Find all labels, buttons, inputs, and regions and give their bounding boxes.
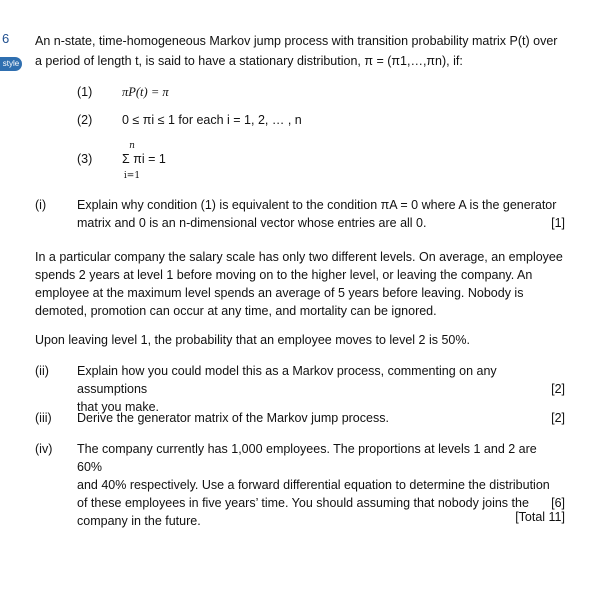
- part-iii: [35, 409, 565, 427]
- condition-text: 0 ≤ πi ≤ 1 for each i = 1, 2, … , n: [122, 113, 302, 127]
- intro-line-2: a period of length t, is said to have a stationary distribution, π = (π1,…,πn), if:: [35, 54, 463, 68]
- paragraph-line: demoted, promotion can occur at any time, and mortality can be ignored.: [35, 304, 437, 318]
- marks-badge: [1]: [551, 216, 565, 230]
- paragraph-line: In a particular company the salary scale has only two different levels. On average, an employee: [35, 250, 563, 264]
- condition-text: Σ πi = 1: [122, 152, 166, 166]
- part-ii: [35, 362, 565, 416]
- part-text-line: Explain how you could model this as a Markov process, commenting on any assumptions: [77, 364, 497, 396]
- total-marks: [Total 11]: [515, 510, 565, 524]
- marks-badge: [2]: [551, 411, 565, 425]
- question-number: 6: [2, 31, 10, 46]
- style-badge[interactable]: style: [0, 57, 22, 71]
- salary-paragraph: [35, 248, 565, 320]
- sum-lower-limit: i=1: [123, 171, 141, 181]
- part-label: (ii): [35, 364, 49, 378]
- part-label: (iii): [35, 411, 52, 425]
- paragraph-line: employee at the maximum level spends an average of 5 years before leaving. Nobody is: [35, 286, 524, 300]
- part-text-line: that you make.: [77, 400, 159, 414]
- sigma-icon: [121, 153, 143, 171]
- condition-number: (3): [77, 152, 93, 166]
- part-iv: [35, 440, 565, 530]
- part-text-line: matrix and 0 is an n-dimensional vector whose entries are all 0.: [77, 216, 427, 230]
- marks-badge: [6]: [551, 496, 565, 510]
- part-i: [35, 196, 565, 232]
- leaving-paragraph: Upon leaving level 1, the probability that an employee moves to level 2 is 50%.: [35, 333, 470, 347]
- part-text-line: Derive the generator matrix of the Markov jump process.: [77, 411, 389, 425]
- part-text-line: company in the future.: [77, 514, 201, 528]
- condition-text: πP(t) = π: [122, 85, 169, 99]
- part-label: (iv): [35, 442, 53, 456]
- paragraph-line: spends 2 years at level 1 before moving on to the higher level, or leaving the company. An: [35, 268, 533, 282]
- marks-badge: [2]: [551, 382, 565, 396]
- part-text-line: of these employees in five years’ time. You should assuming that nobody joins the: [77, 496, 529, 510]
- condition-number: (2): [77, 113, 93, 127]
- intro-line-1: An n-state, time-homogeneous Markov jump process with transition probability matrix P(t) over: [35, 34, 558, 48]
- part-text-line: and 40% respectively. Use a forward differential equation to determine the distribution: [77, 478, 550, 492]
- question-intro: [35, 31, 575, 71]
- sum-upper-limit: n: [129, 141, 135, 151]
- condition-number: (1): [77, 85, 93, 99]
- part-text-line: Explain why condition (1) is equivalent to the condition πA = 0 where A is the generator: [77, 198, 557, 212]
- summation-limits: [121, 141, 143, 181]
- part-label: (i): [35, 198, 47, 212]
- part-text-line: The company currently has 1,000 employees. The proportions at levels 1 and 2 are 60%: [77, 442, 537, 474]
